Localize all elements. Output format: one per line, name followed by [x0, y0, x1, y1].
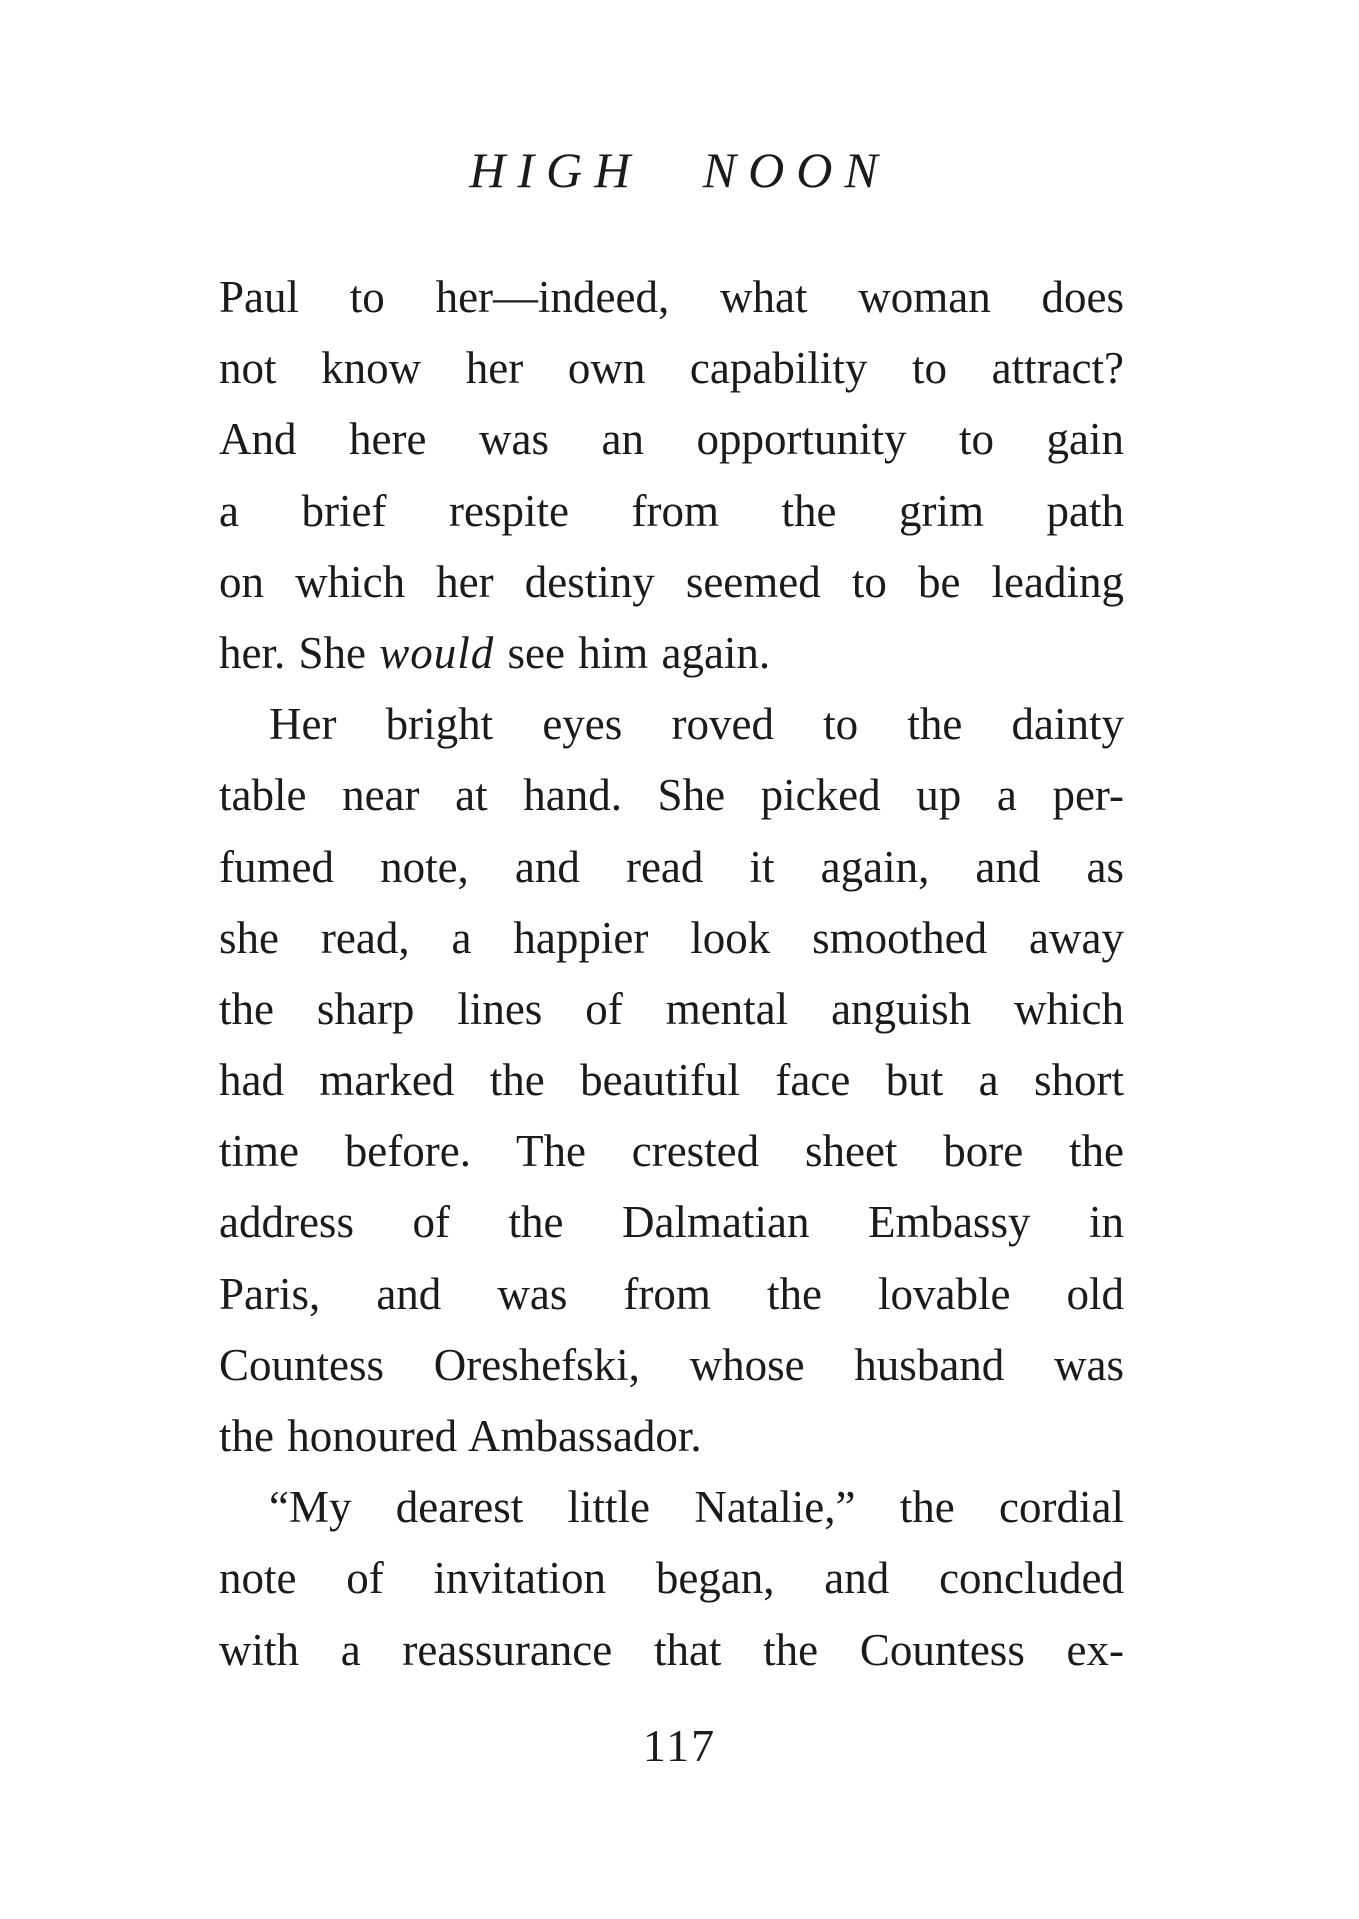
emphasized-word: would [379, 627, 495, 678]
text-line: time before. The crested sheet bore the [219, 1126, 1124, 1177]
body-text [219, 262, 1124, 1686]
text-line: had marked the beautiful face but a short [219, 1055, 1124, 1106]
text-line: fumed note, and read it again, and as [219, 841, 1124, 892]
text-line: Paris, and was from the lovable old [219, 1268, 1124, 1319]
text-line: a brief respite from the grim path [219, 485, 1124, 536]
text-line: Paul to her—indeed, what woman does [219, 272, 1124, 322]
text-line: with a reassurance that the Countess ex- [219, 1624, 1124, 1675]
text-line: the sharp lines of mental anguish which [219, 983, 1124, 1034]
text-line: And here was an opportunity to gain [219, 414, 1124, 465]
running-head-word-1: HIGH [469, 142, 643, 198]
text-line: “My dearest little Natalie,” the cordial [269, 1482, 1124, 1533]
running-head-word-2: NOON [702, 142, 890, 198]
text-line: the honoured Ambassador. [219, 1411, 702, 1461]
text-line: table near at hand. She picked up a per- [219, 770, 1124, 821]
text-line: address of the Dalmatian Embassy in [219, 1197, 1124, 1248]
page-number: 117 [642, 1720, 717, 1771]
text-line: Countess Oreshefski, whose husband was [219, 1339, 1124, 1390]
text-line: note of invitation began, and concluded [219, 1553, 1124, 1604]
text-line-with-emphasis [219, 618, 1124, 689]
text-line: on which her destiny seemed to be leading [219, 556, 1124, 607]
line-text-after: see him again. [494, 627, 771, 678]
line-text-before: her. She [219, 627, 380, 678]
text-line: not know her own capability to attract? [219, 343, 1124, 394]
text-line: she read, a happier look smoothed away [219, 912, 1124, 963]
text-line: Her bright eyes roved to the dainty [269, 699, 1124, 750]
running-head [0, 140, 1359, 200]
